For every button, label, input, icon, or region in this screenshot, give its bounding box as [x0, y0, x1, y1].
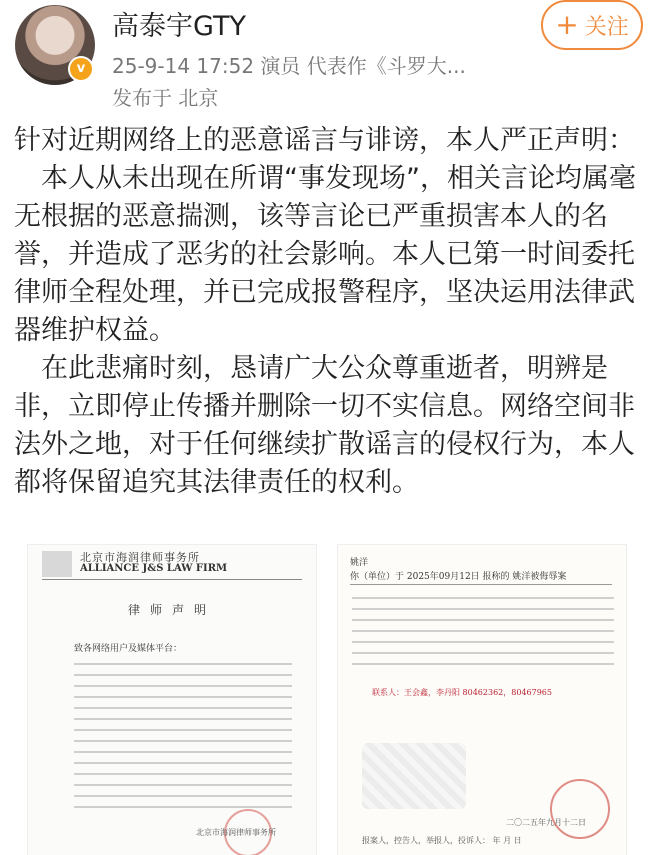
doc-title: 律师声明 — [127, 603, 216, 617]
divider — [42, 579, 302, 580]
post-paragraph: 本人从未出现在所谓“事发现场”，相关言论均属毫无根据的恶意揣测，该等言论已严重损害本人的名誉，并造成了恶劣的社会影响。本人已第一时间委托律师全程处理，并已完成报警程序，坚决运用法律武器维护权益。 — [14, 163, 636, 346]
post-header — [0, 0, 657, 120]
stamp — [550, 779, 610, 839]
law-firm-logo — [42, 551, 72, 577]
receipt-body-lines — [352, 597, 614, 674]
receipt-contact: 联系人：王会鑫，李丹阳 80462362，80467965 — [372, 688, 552, 697]
lawyer-statement-image[interactable] — [28, 545, 316, 855]
doc-body-lines — [74, 663, 292, 817]
blurred-region — [362, 743, 466, 809]
follow-label: 关注 — [584, 14, 629, 40]
post-meta: 25-9-14 17:52 演员 代表作《斗罗大... — [112, 54, 466, 78]
law-firm-name-en: ALLIANCE J&S LAW FIRM — [80, 563, 228, 574]
receipt-name: 姚洋 — [350, 558, 369, 568]
receipt-line: 你（单位）于 2025年09月12日 报称的 姚洋被侮辱案 — [350, 569, 612, 585]
receipt-date: 二〇二五年九月十二日 — [506, 818, 586, 827]
post-paragraph: 在此悲痛时刻，恳请广大公众尊重逝者，明辨是非，立即停止传播并删除一切不实信息。网络空间非法外之地，对于任何继续扩散谣言的侵权行为，本人都将保留追究其法律责任的权利。 — [14, 353, 635, 498]
police-receipt-image[interactable] — [338, 545, 626, 855]
follow-button[interactable] — [541, 0, 643, 50]
doc-addressee: 致各网络用户及媒体平台： — [74, 644, 183, 654]
receipt-footer: 报案人，控告人，举报人，投诉人： 年 月 日 — [362, 836, 522, 845]
plus-icon: + — [555, 8, 579, 41]
post-location: 发布于 北京 — [112, 86, 219, 110]
user-name[interactable]: 高泰宇GTY — [112, 11, 246, 42]
law-firm-name: 北京市海润律师事务所 — [80, 551, 200, 564]
verified-badge-icon: v — [68, 56, 94, 82]
post-paragraph: 针对近期网络上的恶意谣言与诽谤，本人严正声明： — [14, 125, 635, 156]
doc-signature: 北京市海润律师事务所 — [196, 828, 276, 837]
post-body — [14, 122, 644, 502]
